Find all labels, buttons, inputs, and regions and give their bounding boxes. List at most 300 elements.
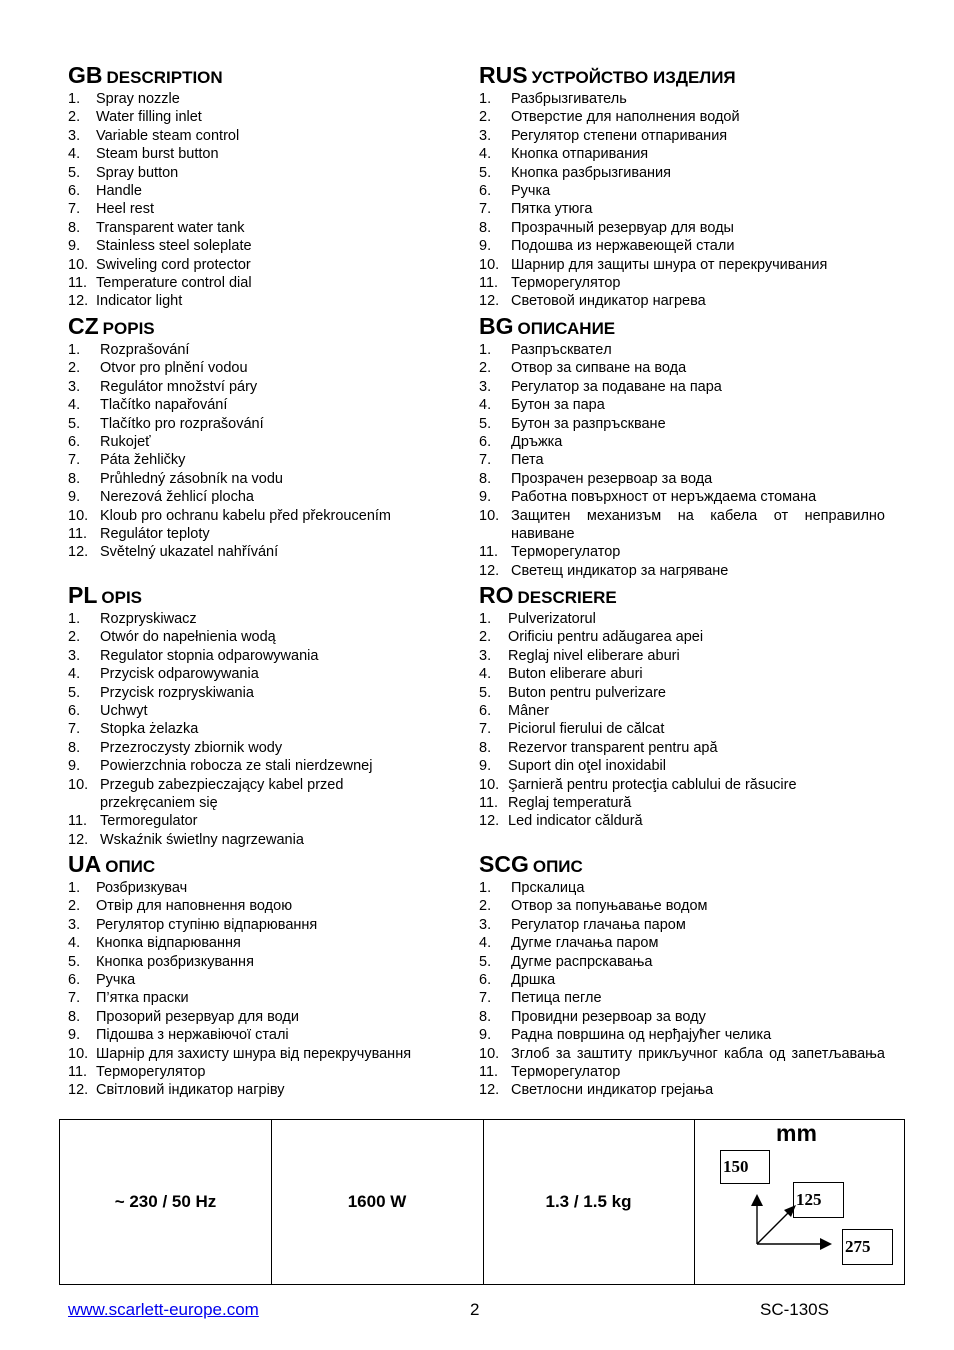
item-number: 3. bbox=[68, 378, 81, 395]
item-number: 1. bbox=[479, 342, 492, 358]
list-item bbox=[68, 776, 388, 813]
list-item bbox=[479, 108, 885, 126]
item-number: 12. bbox=[479, 1082, 500, 1099]
item-list-scg bbox=[479, 879, 885, 1100]
item-text: Regulátor množství páry bbox=[100, 378, 258, 395]
list-item bbox=[68, 628, 388, 646]
list-item bbox=[479, 897, 885, 915]
dimensions-cell bbox=[694, 1120, 904, 1284]
spec-table bbox=[59, 1119, 905, 1285]
item-number: 5. bbox=[68, 684, 81, 701]
item-text: Stopka żelazka bbox=[100, 721, 199, 738]
item-number: 9. bbox=[68, 238, 81, 255]
item-number: 12. bbox=[68, 831, 89, 848]
item-number: 9. bbox=[68, 758, 81, 775]
item-text: Терморегулятор bbox=[96, 1064, 206, 1081]
item-number: 4. bbox=[479, 935, 492, 952]
item-number: 11. bbox=[479, 544, 499, 561]
list-item bbox=[479, 488, 885, 506]
item-text: Nerezová žehlicí plocha bbox=[100, 489, 254, 506]
item-text: Przezroczysty zbiornik wody bbox=[100, 739, 283, 756]
item-text: Stainless steel soleplate bbox=[96, 238, 252, 255]
list-item bbox=[68, 1081, 458, 1099]
item-number: 6. bbox=[479, 434, 492, 451]
item-text: Orificiu pentru adăugarea apei bbox=[508, 629, 704, 646]
item-number: 12. bbox=[479, 562, 500, 579]
item-number: 1. bbox=[479, 880, 492, 896]
item-text: Зглоб за заштиту прикључног кабла од запетљавања bbox=[511, 1045, 885, 1062]
item-text: Led indicator căldură bbox=[508, 813, 643, 830]
list-item bbox=[68, 507, 458, 525]
item-number: 6. bbox=[479, 703, 492, 720]
item-text: Powierzchnia robocza ze stali nierdzewnej bbox=[100, 758, 373, 775]
item-text: Прозрачный резервуар для воды bbox=[511, 219, 734, 236]
item-number: 8. bbox=[479, 470, 492, 487]
item-list-rus bbox=[479, 90, 885, 311]
list-item bbox=[68, 971, 458, 989]
item-number: 10. bbox=[68, 507, 89, 524]
list-item bbox=[479, 507, 885, 544]
list-item bbox=[479, 1045, 885, 1063]
list-item bbox=[68, 989, 458, 1007]
item-number: 1. bbox=[68, 342, 81, 358]
model-number: SC-130S bbox=[760, 1300, 829, 1319]
list-item bbox=[68, 108, 458, 126]
item-number: 12. bbox=[479, 813, 500, 830]
item-text: Regulator stopnia odparowywania bbox=[100, 647, 319, 664]
list-item bbox=[479, 739, 885, 757]
item-number: 3. bbox=[479, 916, 492, 933]
item-text: Пета bbox=[511, 452, 544, 469]
list-item bbox=[479, 647, 885, 665]
list-item bbox=[479, 1026, 885, 1044]
list-item bbox=[479, 665, 885, 683]
list-item bbox=[68, 237, 458, 255]
item-text: Heel rest bbox=[96, 201, 155, 218]
list-item bbox=[68, 720, 388, 738]
list-item bbox=[68, 488, 458, 506]
item-number: 11. bbox=[68, 813, 88, 830]
item-text: Transparent water tank bbox=[96, 219, 245, 236]
list-item bbox=[68, 525, 458, 543]
item-text: Termoregulator bbox=[100, 813, 198, 830]
website-link[interactable]: www.scarlett-europe.com bbox=[68, 1300, 259, 1319]
item-number: 7. bbox=[68, 452, 81, 469]
list-item bbox=[479, 916, 885, 934]
item-number: 10. bbox=[479, 1045, 500, 1062]
item-text: Wskaźnik świetlny nagrzewania bbox=[100, 831, 304, 848]
list-item bbox=[479, 794, 885, 812]
item-number: 11. bbox=[68, 526, 88, 543]
section-heading-ro: RO DESCRIERE bbox=[479, 582, 617, 608]
item-text: Otwór do napełnienia wodą bbox=[100, 629, 276, 646]
list-item bbox=[68, 916, 458, 934]
item-number: 9. bbox=[479, 1027, 492, 1044]
item-text: Кнопка відпарювання bbox=[96, 935, 241, 952]
item-text: Buton pentru pulverizare bbox=[508, 684, 666, 701]
list-item bbox=[68, 757, 388, 775]
list-item bbox=[68, 341, 458, 359]
item-number: 10. bbox=[479, 256, 500, 273]
section-heading-gb: GB DESCRIPTION bbox=[68, 62, 223, 88]
item-number: 12. bbox=[68, 293, 89, 310]
item-text: Swiveling cord protector bbox=[96, 256, 251, 273]
item-text: Разбрызгиватель bbox=[511, 91, 627, 107]
list-item bbox=[479, 182, 885, 200]
item-number: 4. bbox=[479, 397, 492, 414]
list-item bbox=[68, 647, 388, 665]
list-item bbox=[479, 292, 885, 310]
item-number: 3. bbox=[479, 378, 492, 395]
item-text: Spray button bbox=[96, 164, 179, 181]
item-number: 7. bbox=[479, 452, 492, 469]
list-item bbox=[479, 396, 885, 414]
list-item bbox=[68, 879, 458, 897]
item-number: 2. bbox=[479, 360, 492, 377]
item-number: 11. bbox=[68, 275, 88, 292]
item-text: Прозрачен резервоар за вода bbox=[511, 470, 713, 487]
item-text: Отвор за попуњавање водом bbox=[511, 898, 708, 915]
list-item bbox=[68, 433, 458, 451]
section-heading-ua: UA ОПИС bbox=[68, 851, 156, 877]
list-item bbox=[68, 812, 388, 830]
item-number: 4. bbox=[68, 935, 81, 952]
item-number: 4. bbox=[479, 666, 492, 683]
item-number: 9. bbox=[479, 758, 492, 775]
item-text: Разпръскватeл bbox=[511, 342, 612, 358]
weight-cell bbox=[483, 1120, 695, 1284]
list-item bbox=[479, 415, 885, 433]
item-number: 7. bbox=[68, 721, 81, 738]
item-number: 7. bbox=[479, 990, 492, 1007]
item-text: Подошва из нержавеющей стали bbox=[511, 238, 735, 255]
list-item bbox=[68, 127, 458, 145]
item-number: 3. bbox=[479, 647, 492, 664]
list-item bbox=[68, 182, 458, 200]
item-number: 4. bbox=[68, 146, 81, 163]
item-text: Temperature control dial bbox=[96, 275, 252, 292]
list-item bbox=[68, 145, 458, 163]
item-text: Розбризкувач bbox=[96, 880, 188, 896]
power-value: 1600 W bbox=[347, 1192, 407, 1211]
list-item bbox=[68, 1063, 458, 1081]
list-item bbox=[68, 378, 458, 396]
item-text: Handle bbox=[96, 183, 142, 200]
item-text: Ручка bbox=[96, 972, 136, 989]
item-text: Rozpryskiwacz bbox=[100, 611, 197, 627]
item-number: 5. bbox=[479, 684, 492, 701]
list-item bbox=[479, 757, 885, 775]
item-text: Przegub zabezpieczający kabel przed przekręcaniem się bbox=[100, 776, 344, 812]
item-number: 4. bbox=[68, 397, 81, 414]
item-list-cz bbox=[68, 341, 458, 562]
item-number: 10. bbox=[68, 776, 89, 793]
dimension-axes-icon bbox=[694, 1120, 904, 1284]
list-item bbox=[68, 831, 388, 849]
item-text: Работна повърхност от неръждаема стомана bbox=[511, 489, 817, 506]
item-text: Mâner bbox=[508, 703, 550, 720]
item-text: Регулатор за подаване на пара bbox=[511, 378, 722, 395]
item-text: Rukojeť bbox=[100, 434, 151, 451]
item-number: 11. bbox=[479, 795, 499, 812]
item-number: 3. bbox=[68, 127, 81, 144]
item-text: Кнопка отпаривания bbox=[511, 146, 649, 163]
item-number: 10. bbox=[68, 1045, 89, 1062]
item-number: 8. bbox=[479, 219, 492, 236]
list-item bbox=[68, 292, 458, 310]
voltage-value: ~ 230 / 50 Hz bbox=[114, 1192, 217, 1211]
list-item bbox=[68, 543, 458, 561]
item-text: Steam burst button bbox=[96, 146, 219, 163]
list-item bbox=[479, 1063, 885, 1081]
length-value: 275 bbox=[845, 1237, 871, 1256]
item-text: Дръжка bbox=[511, 434, 563, 451]
list-item bbox=[68, 1045, 458, 1063]
list-item bbox=[68, 451, 458, 469]
item-number: 4. bbox=[68, 666, 81, 683]
item-number: 1. bbox=[68, 880, 81, 896]
item-number: 8. bbox=[68, 470, 81, 487]
item-text: Reglaj temperatură bbox=[508, 795, 632, 812]
item-text: Przycisk odparowywania bbox=[100, 666, 259, 683]
item-text: Rozprašování bbox=[100, 342, 190, 358]
list-item bbox=[68, 684, 388, 702]
list-item bbox=[479, 145, 885, 163]
item-number: 6. bbox=[68, 434, 81, 451]
item-number: 1. bbox=[68, 91, 81, 107]
list-item bbox=[68, 702, 388, 720]
list-item bbox=[68, 1008, 458, 1026]
list-item bbox=[479, 953, 885, 971]
list-item bbox=[479, 164, 885, 182]
item-text: Прозорий резервуар для води bbox=[96, 1008, 299, 1025]
item-number: 5. bbox=[479, 415, 492, 432]
item-text: Şarnieră pentru protecţia cablului de răsucire bbox=[508, 776, 797, 793]
list-item bbox=[68, 90, 458, 108]
item-number: 7. bbox=[479, 721, 492, 738]
item-number: 2. bbox=[68, 109, 81, 126]
list-item bbox=[479, 341, 885, 359]
list-item bbox=[479, 90, 885, 108]
width-value: 125 bbox=[796, 1190, 822, 1209]
item-text: Tlačítko pro rozprašování bbox=[100, 415, 264, 432]
list-item bbox=[68, 665, 388, 683]
item-number: 3. bbox=[68, 916, 81, 933]
list-item bbox=[479, 971, 885, 989]
item-text: Светещ индикатор за нагряване bbox=[511, 562, 729, 579]
item-number: 2. bbox=[68, 898, 81, 915]
item-text: Бутон за разпръскване bbox=[511, 415, 666, 432]
item-text: Отверстие для наполнения водой bbox=[511, 109, 740, 126]
list-item bbox=[68, 164, 458, 182]
item-number: 8. bbox=[68, 739, 81, 756]
item-text: Прскалица bbox=[511, 880, 585, 896]
item-text: Радна површина од нерђајућег челика bbox=[511, 1027, 772, 1044]
item-text: Przycisk rozpryskiwania bbox=[100, 684, 254, 701]
item-text: Suport din oţel inoxidabil bbox=[508, 758, 666, 775]
item-number: 9. bbox=[68, 489, 81, 506]
item-number: 5. bbox=[68, 415, 81, 432]
item-text: Підошва з нержавіючої сталі bbox=[96, 1027, 289, 1044]
item-number: 2. bbox=[68, 629, 81, 646]
item-number: 6. bbox=[68, 703, 81, 720]
item-number: 9. bbox=[68, 1027, 81, 1044]
list-item bbox=[68, 897, 458, 915]
item-text: Терморегулятор bbox=[511, 275, 621, 292]
item-text: Kloub pro ochranu kabelu před překroucením bbox=[100, 507, 391, 524]
item-text: Шарнір для захисту шнура від перекручування bbox=[96, 1045, 412, 1062]
item-number: 7. bbox=[68, 990, 81, 1007]
list-item bbox=[68, 470, 458, 488]
item-number: 12. bbox=[68, 544, 89, 561]
list-item bbox=[479, 219, 885, 237]
item-number: 6. bbox=[68, 972, 81, 989]
list-item bbox=[479, 470, 885, 488]
list-item bbox=[68, 200, 458, 218]
item-number: 1. bbox=[479, 611, 492, 627]
item-text: Tlačítko napařování bbox=[100, 397, 228, 414]
item-text: Пятка утюга bbox=[511, 201, 593, 218]
section-heading-pl: PL OPIS bbox=[68, 582, 143, 608]
item-number: 6. bbox=[68, 183, 81, 200]
item-number: 11. bbox=[479, 1064, 499, 1081]
list-item bbox=[479, 702, 885, 720]
list-item bbox=[479, 378, 885, 396]
list-item bbox=[479, 934, 885, 952]
item-number: 5. bbox=[68, 164, 81, 181]
list-item bbox=[68, 396, 458, 414]
list-item bbox=[479, 562, 885, 580]
item-text: Regulátor teploty bbox=[100, 526, 210, 543]
item-number: 2. bbox=[68, 360, 81, 377]
item-number: 5. bbox=[479, 164, 492, 181]
item-text: Петица пегле bbox=[511, 990, 602, 1007]
item-text: Світловий індикатор нагріву bbox=[96, 1082, 285, 1099]
item-number: 8. bbox=[479, 739, 492, 756]
item-text: Шарнир для защиты шнура от перекручивания bbox=[511, 256, 828, 273]
weight-value: 1.3 / 1.5 kg bbox=[545, 1192, 632, 1211]
item-number: 7. bbox=[479, 201, 492, 218]
list-item bbox=[68, 219, 458, 237]
page-number: 2 bbox=[470, 1300, 480, 1319]
list-item bbox=[479, 433, 885, 451]
item-text: Световой индикатор нагрева bbox=[511, 293, 706, 310]
list-item bbox=[479, 1081, 885, 1099]
item-text: Indicator light bbox=[96, 293, 183, 310]
power-cell bbox=[271, 1120, 484, 1284]
list-item bbox=[479, 274, 885, 292]
item-number: 10. bbox=[68, 256, 89, 273]
list-item bbox=[479, 812, 885, 830]
list-item bbox=[479, 628, 885, 646]
unit-label: mm bbox=[776, 1120, 817, 1146]
item-number: 9. bbox=[479, 489, 492, 506]
item-text: Отвор за сипване на вода bbox=[511, 360, 687, 377]
item-text: Water filling inlet bbox=[96, 109, 202, 126]
item-number: 11. bbox=[68, 1064, 88, 1081]
item-text: Rezervor transparent pentru apă bbox=[508, 739, 718, 756]
item-text: Variable steam control bbox=[96, 127, 240, 144]
item-text: Кнопка разбрызгивания bbox=[511, 164, 671, 181]
item-number: 9. bbox=[479, 238, 492, 255]
item-number: 2. bbox=[479, 898, 492, 915]
item-text: Терморегулатор bbox=[511, 1064, 621, 1081]
item-number: 2. bbox=[479, 109, 492, 126]
list-item bbox=[68, 274, 458, 292]
list-item bbox=[68, 610, 388, 628]
item-list-gb bbox=[68, 90, 458, 311]
item-number: 6. bbox=[479, 183, 492, 200]
item-text: Buton eliberare aburi bbox=[508, 666, 643, 683]
item-number: 1. bbox=[479, 91, 492, 107]
list-item bbox=[479, 684, 885, 702]
list-item bbox=[479, 237, 885, 255]
item-number: 10. bbox=[479, 776, 500, 793]
item-text: Регулятор степени отпаривания bbox=[511, 127, 728, 144]
item-list-pl bbox=[68, 610, 388, 849]
item-text: Průhledný zásobník na vodu bbox=[100, 470, 283, 487]
list-item bbox=[479, 451, 885, 469]
voltage-cell bbox=[60, 1120, 272, 1284]
item-text: Кнопка розбризкування bbox=[96, 953, 254, 970]
item-number: 6. bbox=[479, 972, 492, 989]
item-text: Регулатор глачања паром bbox=[511, 916, 686, 933]
item-number: 12. bbox=[479, 293, 500, 310]
list-item bbox=[479, 127, 885, 145]
list-item bbox=[479, 879, 885, 897]
item-text: Провидни резервоар за воду bbox=[511, 1008, 706, 1025]
list-item bbox=[68, 1026, 458, 1044]
item-text: Pulverizatorul bbox=[508, 611, 596, 627]
item-text: Терморегулатор bbox=[511, 544, 621, 561]
item-number: 11. bbox=[479, 275, 499, 292]
item-text: Защитен механизъм на кабела от неправилно навиване bbox=[511, 507, 885, 543]
item-list-ro bbox=[479, 610, 885, 831]
list-item bbox=[479, 359, 885, 377]
list-item bbox=[479, 989, 885, 1007]
item-text: Reglaj nivel eliberare aburi bbox=[508, 647, 680, 664]
item-number: 3. bbox=[479, 127, 492, 144]
section-heading-cz: CZ POPIS bbox=[68, 313, 155, 339]
item-text: Дршка bbox=[511, 972, 556, 989]
item-number: 5. bbox=[68, 953, 81, 970]
list-item bbox=[479, 200, 885, 218]
item-list-bg bbox=[479, 341, 885, 580]
item-number: 1. bbox=[68, 611, 81, 627]
item-text: Otvor pro plnění vodou bbox=[100, 360, 248, 377]
item-text: Piciorul fierului de călcat bbox=[508, 721, 665, 738]
list-item bbox=[68, 953, 458, 971]
item-text: Uchwyt bbox=[100, 703, 148, 720]
section-heading-bg: BG ОПИСАНИЕ bbox=[479, 313, 616, 339]
item-text: Páta žehličky bbox=[100, 452, 186, 469]
item-text: Отвір для наповнення водою bbox=[96, 898, 293, 915]
list-item bbox=[479, 776, 885, 794]
item-number: 3. bbox=[68, 647, 81, 664]
item-text: Дугме глачања паром bbox=[511, 935, 659, 952]
section-heading-scg: SCG ОПИС bbox=[479, 851, 583, 877]
list-item bbox=[479, 720, 885, 738]
item-number: 4. bbox=[479, 146, 492, 163]
item-text: Дугме распрскавања bbox=[511, 953, 653, 970]
height-value: 150 bbox=[723, 1157, 749, 1176]
item-number: 5. bbox=[479, 953, 492, 970]
list-item bbox=[68, 739, 388, 757]
list-item bbox=[68, 415, 458, 433]
list-item bbox=[68, 934, 458, 952]
item-text: Регулятор ступіню відпарювання bbox=[96, 916, 318, 933]
item-text: Бутон за пара bbox=[511, 397, 605, 414]
